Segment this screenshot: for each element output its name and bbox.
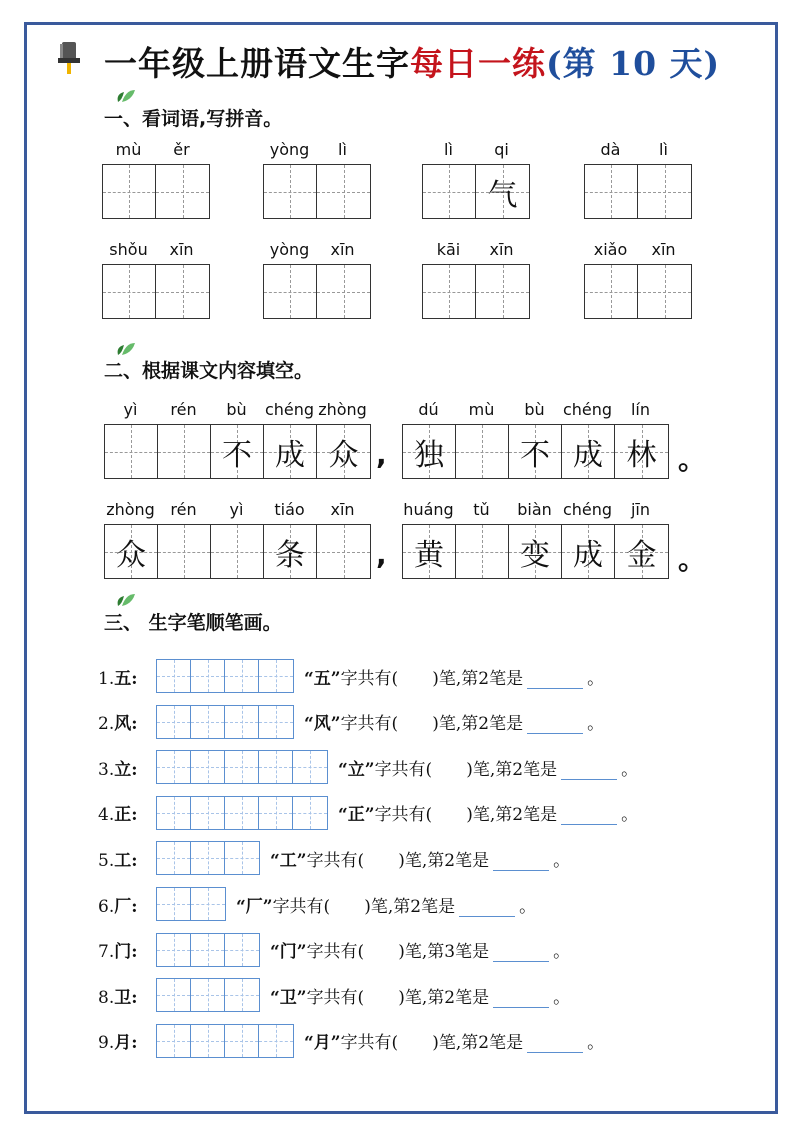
question-label	[98, 892, 156, 917]
question-text	[304, 709, 604, 734]
tianzige-grid	[422, 164, 530, 219]
text-stroke-count: 字共有(	[374, 805, 433, 826]
text-stroke-count: 字共有(	[272, 896, 331, 917]
stroke-cell[interactable]	[225, 797, 259, 829]
grid-character: 气	[487, 177, 518, 213]
period: 。	[678, 443, 707, 476]
writing-cell[interactable]	[456, 425, 509, 478]
period: 。	[621, 759, 639, 780]
writing-cell[interactable]	[158, 425, 211, 478]
writing-cell[interactable]	[403, 425, 456, 478]
label-colon: :	[131, 759, 138, 780]
stroke-order-boxes	[156, 705, 294, 739]
stroke-cell[interactable]	[259, 660, 293, 692]
writing-cell[interactable]	[317, 525, 370, 578]
writing-cell[interactable]	[456, 525, 509, 578]
stroke-order-boxes	[156, 1024, 294, 1058]
text-stroke-count: 字共有(	[340, 1033, 399, 1054]
stroke-cell[interactable]	[191, 797, 225, 829]
writing-cell[interactable]	[403, 525, 456, 578]
stroke-question-row	[98, 795, 638, 831]
period: 。	[678, 543, 707, 576]
pinyin-label: mù	[115, 140, 142, 159]
grid-character: 成	[573, 537, 603, 573]
stroke-question-row	[98, 658, 604, 694]
stroke-cell[interactable]	[225, 660, 259, 692]
text-stroke-count: 字共有(	[374, 759, 433, 780]
tianzige-grid	[102, 164, 210, 219]
stroke-question-row	[98, 977, 570, 1013]
quoted-character: “风”	[304, 714, 341, 735]
grid-character: 金	[626, 537, 657, 573]
writing-cell[interactable]	[615, 425, 668, 478]
answer-blank[interactable]	[493, 852, 549, 871]
text-stroke-index: )笔,第	[432, 1033, 479, 1054]
grid-character: 成	[573, 437, 603, 473]
grid-character: 变	[520, 537, 550, 573]
period: 。	[587, 714, 605, 735]
stroke-order-boxes	[156, 659, 294, 693]
stroke-question-row	[98, 886, 536, 922]
answer-blank[interactable]	[561, 761, 617, 780]
writing-cell[interactable]	[156, 265, 209, 318]
text-stroke-index: )笔,第	[466, 759, 513, 780]
text-stroke-is: 笔是	[489, 668, 524, 689]
writing-cell[interactable]	[103, 265, 156, 318]
comma: ,	[376, 438, 387, 471]
text-stroke-index: )笔,第	[398, 942, 445, 963]
text-stroke-count: 字共有(	[340, 668, 399, 689]
stroke-number: 2	[410, 896, 422, 917]
stroke-cell[interactable]	[157, 842, 191, 874]
label-colon: :	[131, 896, 138, 917]
question-number: 4.	[98, 805, 115, 826]
stroke-order-boxes	[156, 978, 260, 1012]
target-character: 工	[114, 850, 132, 871]
question-text	[338, 800, 638, 825]
pinyin-label: dà	[600, 140, 621, 159]
stroke-cell[interactable]	[191, 706, 225, 738]
question-number: 5.	[98, 850, 115, 871]
pinyin-label: ěr	[173, 140, 190, 159]
stroke-cell[interactable]	[191, 751, 225, 783]
target-character: 门	[114, 942, 132, 963]
stroke-number: 3	[444, 942, 456, 963]
answer-blank[interactable]	[527, 715, 583, 734]
stroke-cell[interactable]	[191, 842, 225, 874]
quoted-character: “卫”	[270, 987, 307, 1008]
stroke-cell[interactable]	[259, 751, 293, 783]
section-2-heading: 二、根据课文内容填空。	[104, 360, 314, 382]
pinyin-label: rén	[170, 400, 197, 419]
text-stroke-count: 字共有(	[306, 850, 365, 871]
stroke-cell[interactable]	[191, 1025, 225, 1057]
pinyin-label: qi	[494, 140, 509, 159]
stroke-cell[interactable]	[293, 797, 327, 829]
pinyin-label: xīn	[330, 240, 355, 259]
question-label	[98, 800, 156, 825]
writing-cell[interactable]	[317, 265, 370, 318]
text-stroke-is: 笔是	[455, 987, 490, 1008]
question-number: 8.	[98, 987, 115, 1008]
text-stroke-is: 笔是	[523, 759, 558, 780]
grid-character: 众	[116, 537, 146, 573]
stroke-question-row	[98, 749, 638, 785]
pinyin-label: chéng	[562, 500, 613, 519]
stroke-number: 2	[444, 850, 456, 871]
stroke-cell[interactable]	[259, 797, 293, 829]
stroke-number: 2	[444, 987, 456, 1008]
page-title: 一年级上册语文生字每日一练(第 10 天)	[104, 44, 721, 83]
stroke-cell[interactable]	[225, 751, 259, 783]
pinyin-label: tiáo	[274, 500, 305, 519]
stroke-order-boxes	[156, 796, 328, 830]
writing-cell[interactable]	[638, 265, 691, 318]
target-character: 正	[114, 805, 132, 826]
tianzige-grid	[263, 164, 371, 219]
stroke-cell[interactable]	[157, 706, 191, 738]
pinyin-label: yòng	[269, 240, 310, 259]
label-colon: :	[131, 987, 138, 1008]
comma: ,	[376, 538, 387, 571]
question-text	[304, 1028, 604, 1053]
stroke-cell[interactable]	[191, 979, 225, 1011]
text-stroke-count: 字共有(	[306, 942, 365, 963]
writing-cell[interactable]	[211, 525, 264, 578]
writing-cell[interactable]	[638, 165, 691, 218]
pinyin-label: rén	[170, 500, 197, 519]
quoted-character: “五”	[304, 668, 341, 689]
pinyin-label: lì	[444, 140, 453, 159]
period: 。	[553, 987, 571, 1008]
sprout-icon	[114, 341, 136, 357]
question-label	[98, 937, 156, 962]
stroke-question-row	[98, 932, 570, 968]
question-text	[270, 937, 570, 962]
label-colon: :	[131, 805, 138, 826]
writing-cell[interactable]	[264, 265, 317, 318]
grid-character: 成	[275, 437, 305, 473]
writing-cell[interactable]	[423, 265, 476, 318]
text-stroke-is: 笔是	[421, 896, 456, 917]
text-stroke-is: 笔是	[523, 805, 558, 826]
question-text	[236, 892, 536, 917]
stroke-number: 2	[512, 805, 524, 826]
question-label	[98, 709, 156, 734]
stroke-cell[interactable]	[157, 751, 191, 783]
quoted-character: “立”	[338, 759, 375, 780]
question-text	[270, 846, 570, 871]
pinyin-label: huáng	[403, 500, 454, 519]
writing-cell[interactable]	[562, 425, 615, 478]
target-character: 五	[114, 668, 132, 689]
text-stroke-index: )笔,第	[364, 896, 411, 917]
question-label	[98, 846, 156, 871]
question-text	[338, 755, 638, 780]
text-stroke-count: 字共有(	[306, 987, 365, 1008]
sprout-icon	[114, 592, 136, 608]
pinyin-label: dú	[418, 400, 439, 419]
writing-cell[interactable]	[105, 525, 158, 578]
target-character: 月	[114, 1033, 132, 1054]
question-number: 9.	[98, 1033, 115, 1054]
pinyin-label: lì	[338, 140, 347, 159]
target-character: 厂	[114, 896, 132, 917]
answer-blank[interactable]	[493, 989, 549, 1008]
stroke-cell[interactable]	[259, 1025, 293, 1057]
grid-character: 独	[414, 437, 444, 473]
writing-cell[interactable]	[158, 525, 211, 578]
stroke-cell[interactable]	[191, 660, 225, 692]
target-character: 风	[114, 714, 132, 735]
grid-character: 黄	[414, 537, 444, 573]
pinyin-label: zhòng	[318, 400, 367, 419]
pinyin-label: yì	[229, 500, 244, 519]
section-3-heading: 三、 生字笔顺笔画。	[104, 612, 282, 634]
pinyin-label: lì	[659, 140, 668, 159]
period: 。	[553, 850, 571, 871]
stroke-cell[interactable]	[191, 934, 225, 966]
text-stroke-is: 笔是	[455, 850, 490, 871]
grid-character: 不	[520, 437, 550, 473]
pinyin-label: xīn	[169, 240, 194, 259]
answer-blank[interactable]	[527, 670, 583, 689]
quoted-character: “正”	[338, 805, 375, 826]
question-label	[98, 755, 156, 780]
question-number: 2.	[98, 714, 115, 735]
text-stroke-count: 字共有(	[340, 714, 399, 735]
tianzige-grid	[104, 424, 371, 479]
grid-character: 条	[275, 537, 305, 573]
writing-cell[interactable]	[105, 425, 158, 478]
stroke-question-row	[98, 1023, 604, 1059]
quoted-character: “工”	[270, 850, 307, 871]
stroke-cell[interactable]	[225, 934, 259, 966]
pinyin-label: xīn	[651, 240, 676, 259]
sprout-icon	[114, 88, 136, 104]
label-colon: :	[131, 1033, 138, 1054]
pinyin-label: mù	[468, 400, 495, 419]
stroke-question-row	[98, 840, 570, 876]
stroke-cell[interactable]	[191, 888, 225, 920]
text-stroke-is: 笔是	[489, 714, 524, 735]
stroke-cell[interactable]	[157, 888, 191, 920]
pinyin-label: xīn	[330, 500, 355, 519]
text-stroke-is: 笔是	[489, 1033, 524, 1054]
stroke-number: 2	[478, 714, 490, 735]
question-number: 1.	[98, 668, 115, 689]
period: 。	[621, 805, 639, 826]
tianzige-grid	[402, 524, 669, 579]
question-number: 7.	[98, 942, 115, 963]
quoted-character: “月”	[304, 1033, 341, 1054]
pinyin-label: yì	[123, 400, 138, 419]
stroke-cell[interactable]	[259, 706, 293, 738]
pinyin-label: bù	[524, 400, 545, 419]
pushpin-icon	[50, 38, 86, 78]
stroke-cell[interactable]	[225, 979, 259, 1011]
text-stroke-index: )笔,第	[432, 714, 479, 735]
pinyin-label: bù	[226, 400, 247, 419]
question-number: 3.	[98, 759, 115, 780]
question-label	[98, 983, 156, 1008]
label-colon: :	[131, 942, 138, 963]
stroke-cell[interactable]	[225, 706, 259, 738]
stroke-order-boxes	[156, 841, 260, 875]
stroke-order-boxes	[156, 887, 226, 921]
question-text	[270, 983, 570, 1008]
question-label	[98, 1028, 156, 1053]
stroke-number: 2	[478, 668, 490, 689]
pinyin-label: kāi	[436, 240, 461, 259]
writing-cell[interactable]	[103, 165, 156, 218]
tianzige-grid	[422, 264, 530, 319]
target-character: 立	[114, 759, 132, 780]
pinyin-label: yòng	[269, 140, 310, 159]
section-1-heading: 一、看词语,写拼音。	[104, 108, 283, 130]
stroke-cell[interactable]	[157, 1025, 191, 1057]
pinyin-label: shǒu	[109, 240, 148, 259]
period: 。	[519, 896, 537, 917]
target-character: 卫	[114, 987, 132, 1008]
stroke-cell[interactable]	[157, 797, 191, 829]
label-colon: :	[131, 850, 138, 871]
label-colon: :	[131, 714, 138, 735]
answer-blank[interactable]	[459, 898, 515, 917]
stroke-question-row	[98, 704, 604, 740]
pinyin-label: chéng	[562, 400, 613, 419]
stroke-number: 2	[478, 1033, 490, 1054]
tianzige-grid	[584, 164, 692, 219]
writing-cell[interactable]	[264, 165, 317, 218]
question-text	[304, 664, 604, 689]
writing-cell[interactable]	[211, 425, 264, 478]
pinyin-label: biàn	[517, 500, 552, 519]
pinyin-label: lín	[630, 400, 651, 419]
text-stroke-index: )笔,第	[432, 668, 479, 689]
stroke-cell[interactable]	[225, 842, 259, 874]
answer-blank[interactable]	[561, 806, 617, 825]
tianzige-grid	[584, 264, 692, 319]
pinyin-label: tǔ	[473, 500, 490, 519]
text-stroke-index: )笔,第	[398, 987, 445, 1008]
writing-cell[interactable]	[509, 425, 562, 478]
pinyin-label: xīn	[489, 240, 514, 259]
grid-character: 林	[626, 437, 657, 473]
question-label	[98, 664, 156, 689]
tianzige-grid	[402, 424, 669, 479]
stroke-cell[interactable]	[157, 979, 191, 1011]
pinyin-label: jīn	[630, 500, 651, 519]
stroke-order-boxes	[156, 933, 260, 967]
stroke-cell[interactable]	[225, 1025, 259, 1057]
writing-cell[interactable]	[156, 165, 209, 218]
writing-cell[interactable]	[423, 165, 476, 218]
stroke-cell[interactable]	[157, 660, 191, 692]
text-stroke-is: 笔是	[455, 942, 490, 963]
writing-cell[interactable]	[476, 165, 529, 218]
writing-cell[interactable]	[585, 165, 638, 218]
stroke-order-boxes	[156, 750, 328, 784]
grid-character: 众	[328, 437, 359, 473]
quoted-character: “门”	[270, 942, 307, 963]
period: 。	[587, 668, 605, 689]
quoted-character: “厂”	[236, 896, 273, 917]
grid-character: 不	[222, 437, 252, 473]
pinyin-label: xiǎo	[593, 240, 628, 259]
tianzige-grid	[263, 264, 371, 319]
writing-cell[interactable]	[317, 165, 370, 218]
pinyin-label: zhòng	[106, 500, 155, 519]
text-stroke-index: )笔,第	[466, 805, 513, 826]
writing-cell[interactable]	[562, 525, 615, 578]
label-colon: :	[131, 668, 138, 689]
tianzige-grid	[102, 264, 210, 319]
writing-cell[interactable]	[476, 265, 529, 318]
period: 。	[553, 942, 571, 963]
writing-cell[interactable]	[264, 425, 317, 478]
writing-cell[interactable]	[317, 425, 370, 478]
answer-blank[interactable]	[493, 943, 549, 962]
text-stroke-index: )笔,第	[398, 850, 445, 871]
period: 。	[587, 1033, 605, 1054]
writing-cell[interactable]	[264, 525, 317, 578]
answer-blank[interactable]	[527, 1034, 583, 1053]
writing-cell[interactable]	[509, 525, 562, 578]
pinyin-label: chéng	[264, 400, 315, 419]
writing-cell[interactable]	[585, 265, 638, 318]
stroke-number: 2	[512, 759, 524, 780]
question-number: 6.	[98, 896, 115, 917]
tianzige-grid	[104, 524, 371, 579]
stroke-cell[interactable]	[157, 934, 191, 966]
stroke-cell[interactable]	[293, 751, 327, 783]
writing-cell[interactable]	[615, 525, 668, 578]
